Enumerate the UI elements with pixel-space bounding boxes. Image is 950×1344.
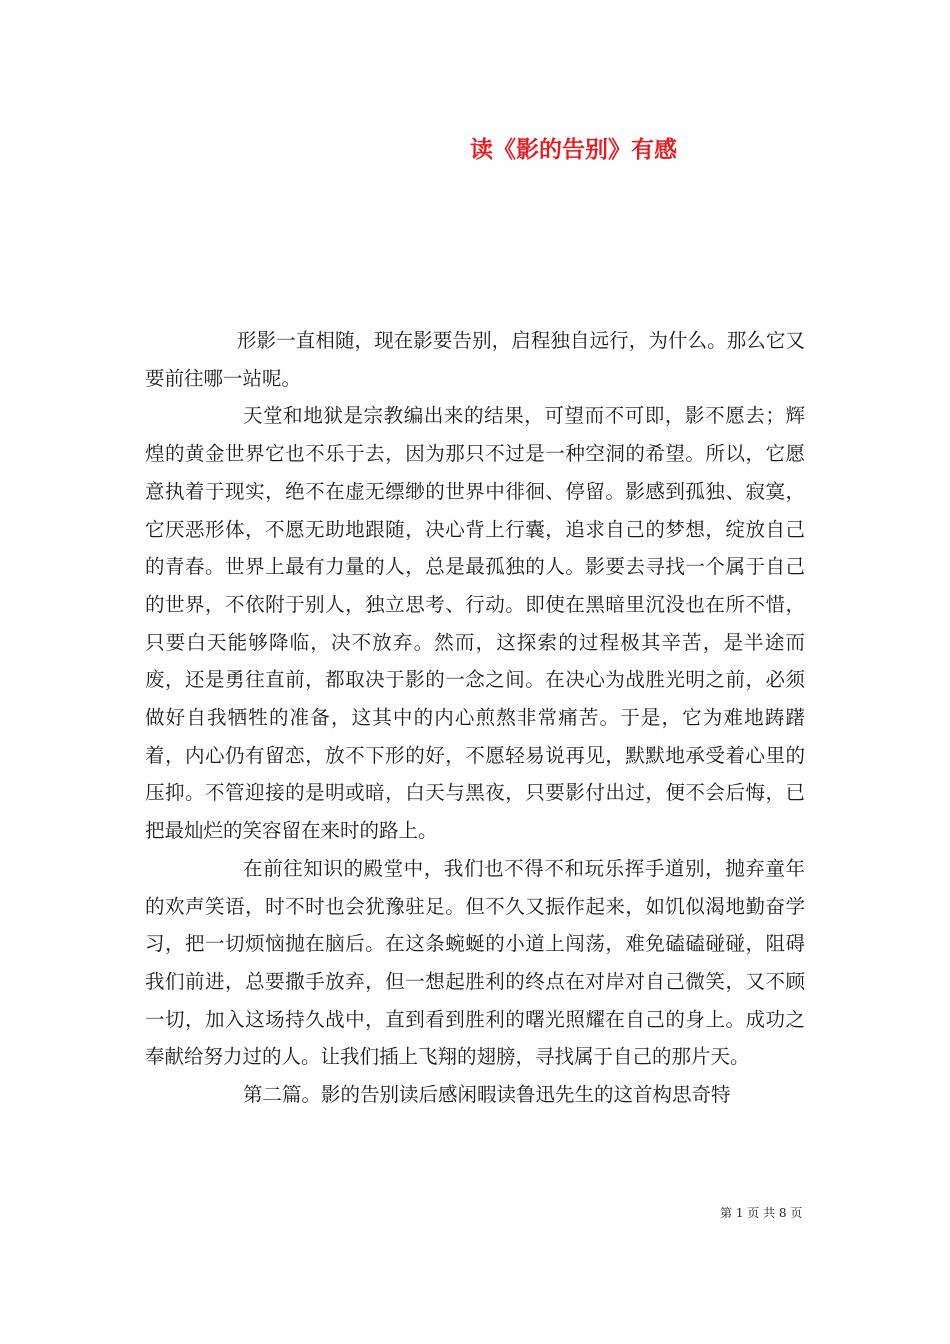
page-footer: 第 1 页 共 8 页 — [720, 1206, 803, 1220]
document-body — [145, 322, 805, 1114]
paragraph-1: 形影一直相随，现在影要告别，启程独自远行，为什么。那么它又要前往哪一站呢。 — [145, 329, 805, 390]
paragraph-4: 第二篇。影的告别读后感闲暇读鲁迅先生的这首构思奇特 — [243, 1083, 731, 1107]
paragraph-3: 在前往知识的殿堂中，我们也不得不和玩乐挥手道别，抛弃童年的欢声笑语，时不时也会犹豫驻足。但不久又振作起来，如饥似渴地勤奋学习，把一切烦恼抛在脑后。在这条蜿蜒的小道上闯荡，难免磕磕碰碰，阻碍我们前进，总要撒手放弃，但一想起胜利的终点在对岸对自己微笑，又不顾一切，加入这场持久战中，直到看到胜利的曙光照耀在自己的身上。成功之奉献给努力过的人。让我们插上飞翔的翅膀，寻找属于自己的那片天。 — [145, 856, 805, 1069]
document-title: 读《影的告别》有感 — [470, 136, 677, 163]
paragraph-2: 天堂和地狱是宗教编出来的结果，可望而不可即，影不愿去；辉煌的黄金世界它也不乐于去，因为那只不过是一种空洞的希望。所以，它愿意执着于现实，绝不在虚无缥缈的世界中徘徊、停留。影感到孤独、寂寞，它厌恶形体，不愿无助地跟随，决心背上行囊，追求自己的梦想，绽放自己的青春。世界上最有力量的人，总是最孤独的人。影要去寻找一个属于自己的世界，不依附于别人，独立思考、行动。即使在黑暗里沉没也在所不惜，只要白天能够降临，决不放弃。然而，这探索的过程极其辛苦，是半途而废，还是勇往直前，都取决于影的一念之间。在决心为战胜光明之前，必须做好自我牺牲的准备，这其中的内心煎熬非常痛苦。于是，它为难地踌躇着，内心仍有留恋，放不下形的好，不愿轻易说再见，默默地承受着心里的压抑。不管迎接的是明或暗，白天与黑夜，只要影付出过，便不会后悔，已把最灿烂的笑容留在来时的路上。 — [145, 404, 805, 843]
